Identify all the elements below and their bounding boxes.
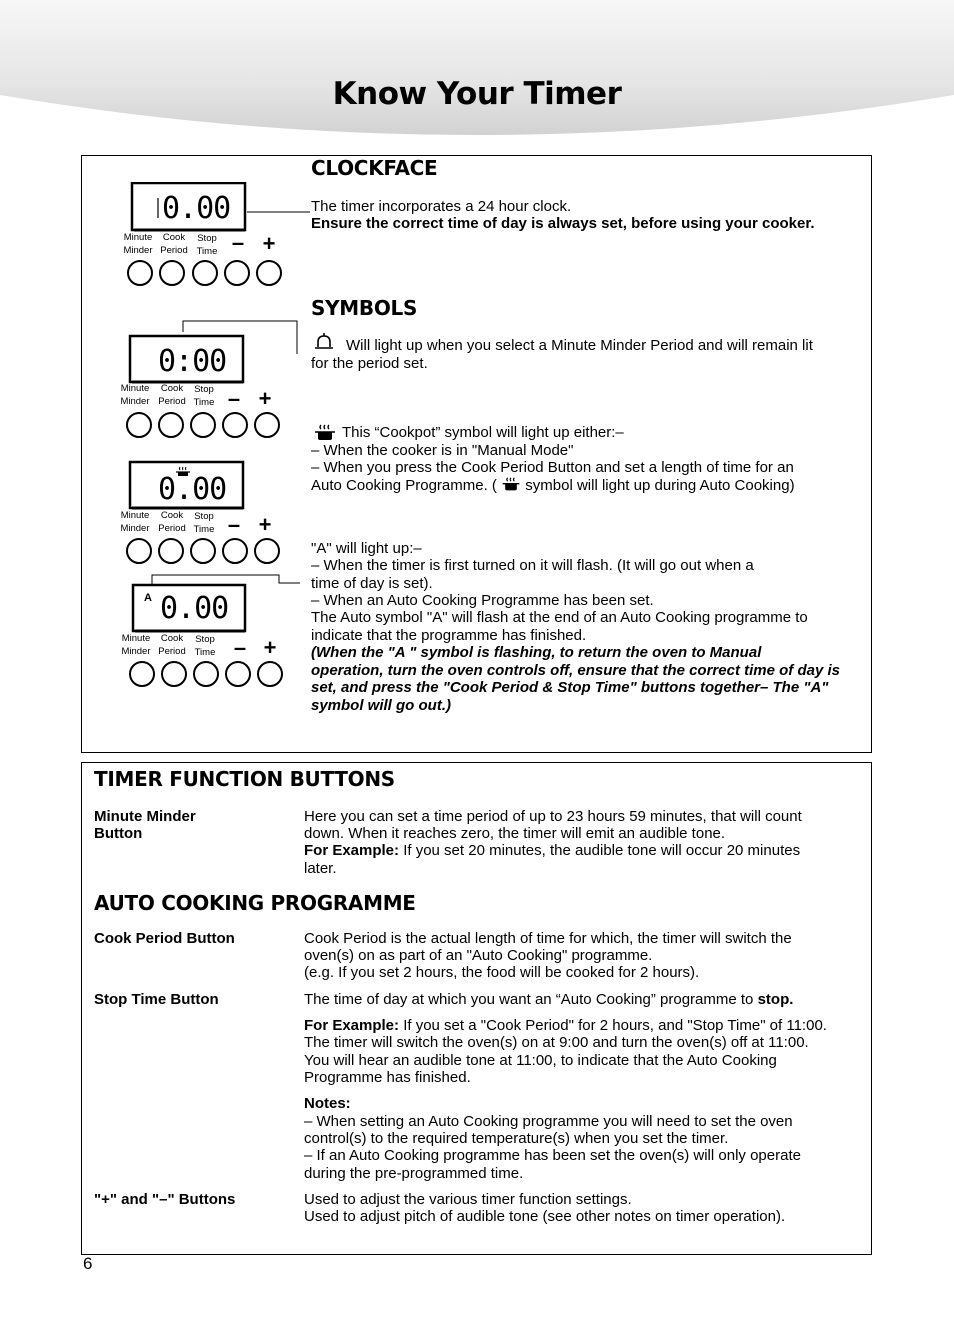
notes-line-4: during the pre-programmed time. (304, 1165, 524, 1182)
minute-minder-desc-1: Here you can set a time period of up to 23 hours 59 minutes, that will count (304, 808, 802, 825)
plus-icon: + (258, 512, 272, 537)
auto-text-5: The Auto symbol "A" will flash at the end of an Auto Cooking programme to (311, 609, 808, 626)
minute-minder-label: Minute Minder (123, 232, 153, 256)
minute-minder-label: Minute Minder (120, 383, 150, 407)
clockface-warning: Ensure the correct time of day is always set, before using your cooker. (311, 215, 815, 232)
stop-time-example-4: Programme has finished. (304, 1069, 471, 1086)
auto-note-2: operation, turn the oven controls off, ensure that the correct time of day is (311, 662, 840, 679)
minute-minder-example: For Example: If you set 20 minutes, the audible tone will occur 20 minutes (304, 842, 801, 859)
plus-icon: + (262, 231, 276, 256)
stop-time-button-label: Stop Time Button (94, 991, 219, 1008)
notes-line-1: – When setting an Auto Cooking programme you will need to set the oven (304, 1113, 793, 1130)
timer-panel-clockface (116, 182, 286, 287)
auto-note-3: set, and press the "Cook Period & Stop Time" buttons together– The "A" (311, 679, 829, 696)
auto-note-1: (When the "A " symbol is flashing, to return the oven to Manual (311, 644, 762, 661)
timer-panel-auto (116, 583, 286, 688)
clock-display: 0.00 (158, 472, 227, 507)
minute-minder-text-2: for the period set. (311, 355, 428, 372)
auto-text-3: time of day is set). (311, 575, 433, 592)
plus-icon: + (258, 386, 272, 411)
stop-time-example-3: You will hear an audible tone at 11:00, to indicate that the Auto Cooking (304, 1052, 777, 1069)
timer-function-heading: TIMER FUNCTION BUTTONS (94, 767, 395, 791)
clock-display: 0.00 (160, 591, 229, 626)
cook-period-desc-1: Cook Period is the actual length of time for which, the timer will switch the (304, 930, 792, 947)
minus-icon: – (227, 512, 241, 537)
cookpot-text-1: This “Cookpot” symbol will light up either:– (342, 424, 624, 441)
auto-cooking-heading: AUTO COOKING PROGRAMME (94, 891, 416, 915)
page-title: Know Your Timer (332, 76, 622, 112)
minus-icon: – (227, 386, 241, 411)
stop-time-desc: The time of day at which you want an “Auto Cooking” programme to stop. (304, 991, 794, 1008)
notes-heading: Notes: (304, 1095, 351, 1112)
minus-icon: – (231, 230, 245, 255)
cook-period-label: Cook Period (160, 232, 188, 256)
minute-minder-button-label: Minute Minder Button (94, 808, 196, 843)
cookpot-text-4: Auto Cooking Programme. ( symbol will light up during Auto Cooking) (311, 477, 795, 494)
minute-minder-desc-2: down. When it reaches zero, the timer will emit an audible tone. (304, 825, 726, 842)
stop-time-example-1: For Example: If you set a "Cook Period" for 2 hours, and "Stop Time" of 11:00. (304, 1017, 827, 1034)
page-number: 6 (83, 1254, 93, 1273)
notes-line-2: control(s) to the required temperature(s) when you set the timer. (304, 1130, 729, 1147)
timer-panel-cookpot (114, 460, 284, 565)
plus-minus-buttons-label: "+" and "–" Buttons (94, 1191, 236, 1208)
stop-time-label: Stop Time (193, 384, 215, 408)
auto-text-4: – When an Auto Cooking Programme has been set. (311, 592, 654, 609)
cook-period-label: Cook Period (158, 510, 186, 534)
stop-time-label: Stop Time (194, 634, 216, 658)
timer-panel-minute-minder (114, 334, 284, 439)
stop-time-example-2: The timer will switch the oven(s) on at 9:00 and turn the oven(s) off at 11:00. (304, 1034, 809, 1051)
auto-symbol: A (144, 592, 152, 604)
cook-period-button-label: Cook Period Button (94, 930, 235, 947)
auto-note-4: symbol will go out.) (311, 697, 451, 714)
cookpot-text-3: – When you press the Cook Period Button and set a length of time for an (311, 459, 794, 476)
minus-icon: – (233, 635, 247, 660)
auto-text-1: "A" will light up:– (311, 540, 422, 557)
notes-line-3: – If an Auto Cooking programme has been set the oven(s) will only operate (304, 1147, 801, 1164)
minute-minder-text-1: Will light up when you select a Minute Minder Period and will remain lit (346, 337, 813, 354)
auto-text-2: – When the timer is first turned on it will flash. (It will go out when a (311, 557, 754, 574)
minute-minder-desc-4: later. (304, 860, 337, 877)
cookpot-text-2: – When the cooker is in "Manual Mode" (311, 442, 574, 459)
plus-minus-desc-2: Used to adjust pitch of audible tone (see other notes on timer operation). (304, 1208, 786, 1225)
plus-icon: + (263, 635, 277, 660)
minute-minder-label: Minute Minder (121, 633, 151, 657)
cook-period-label: Cook Period (158, 383, 186, 407)
clock-display: 0.00 (162, 191, 231, 226)
cook-period-label: Cook Period (158, 633, 186, 657)
plus-minus-desc-1: Used to adjust the various timer function settings. (304, 1191, 632, 1208)
cook-period-desc-3: (e.g. If you set 2 hours, the food will be cooked for 2 hours). (304, 964, 700, 981)
clockface-text: The timer incorporates a 24 hour clock. (311, 198, 572, 215)
auto-text-6: indicate that the programme has finished. (311, 627, 587, 644)
stop-time-label: Stop Time (196, 233, 218, 257)
clockface-heading: CLOCKFACE (311, 156, 438, 180)
clock-display-colon: 0:00 (158, 344, 227, 379)
minute-minder-label: Minute Minder (120, 510, 150, 534)
stop-time-label: Stop Time (193, 511, 215, 535)
cook-period-desc-2: oven(s) on as part of an "Auto Cooking" programme. (304, 947, 653, 964)
symbols-heading: SYMBOLS (311, 296, 418, 320)
